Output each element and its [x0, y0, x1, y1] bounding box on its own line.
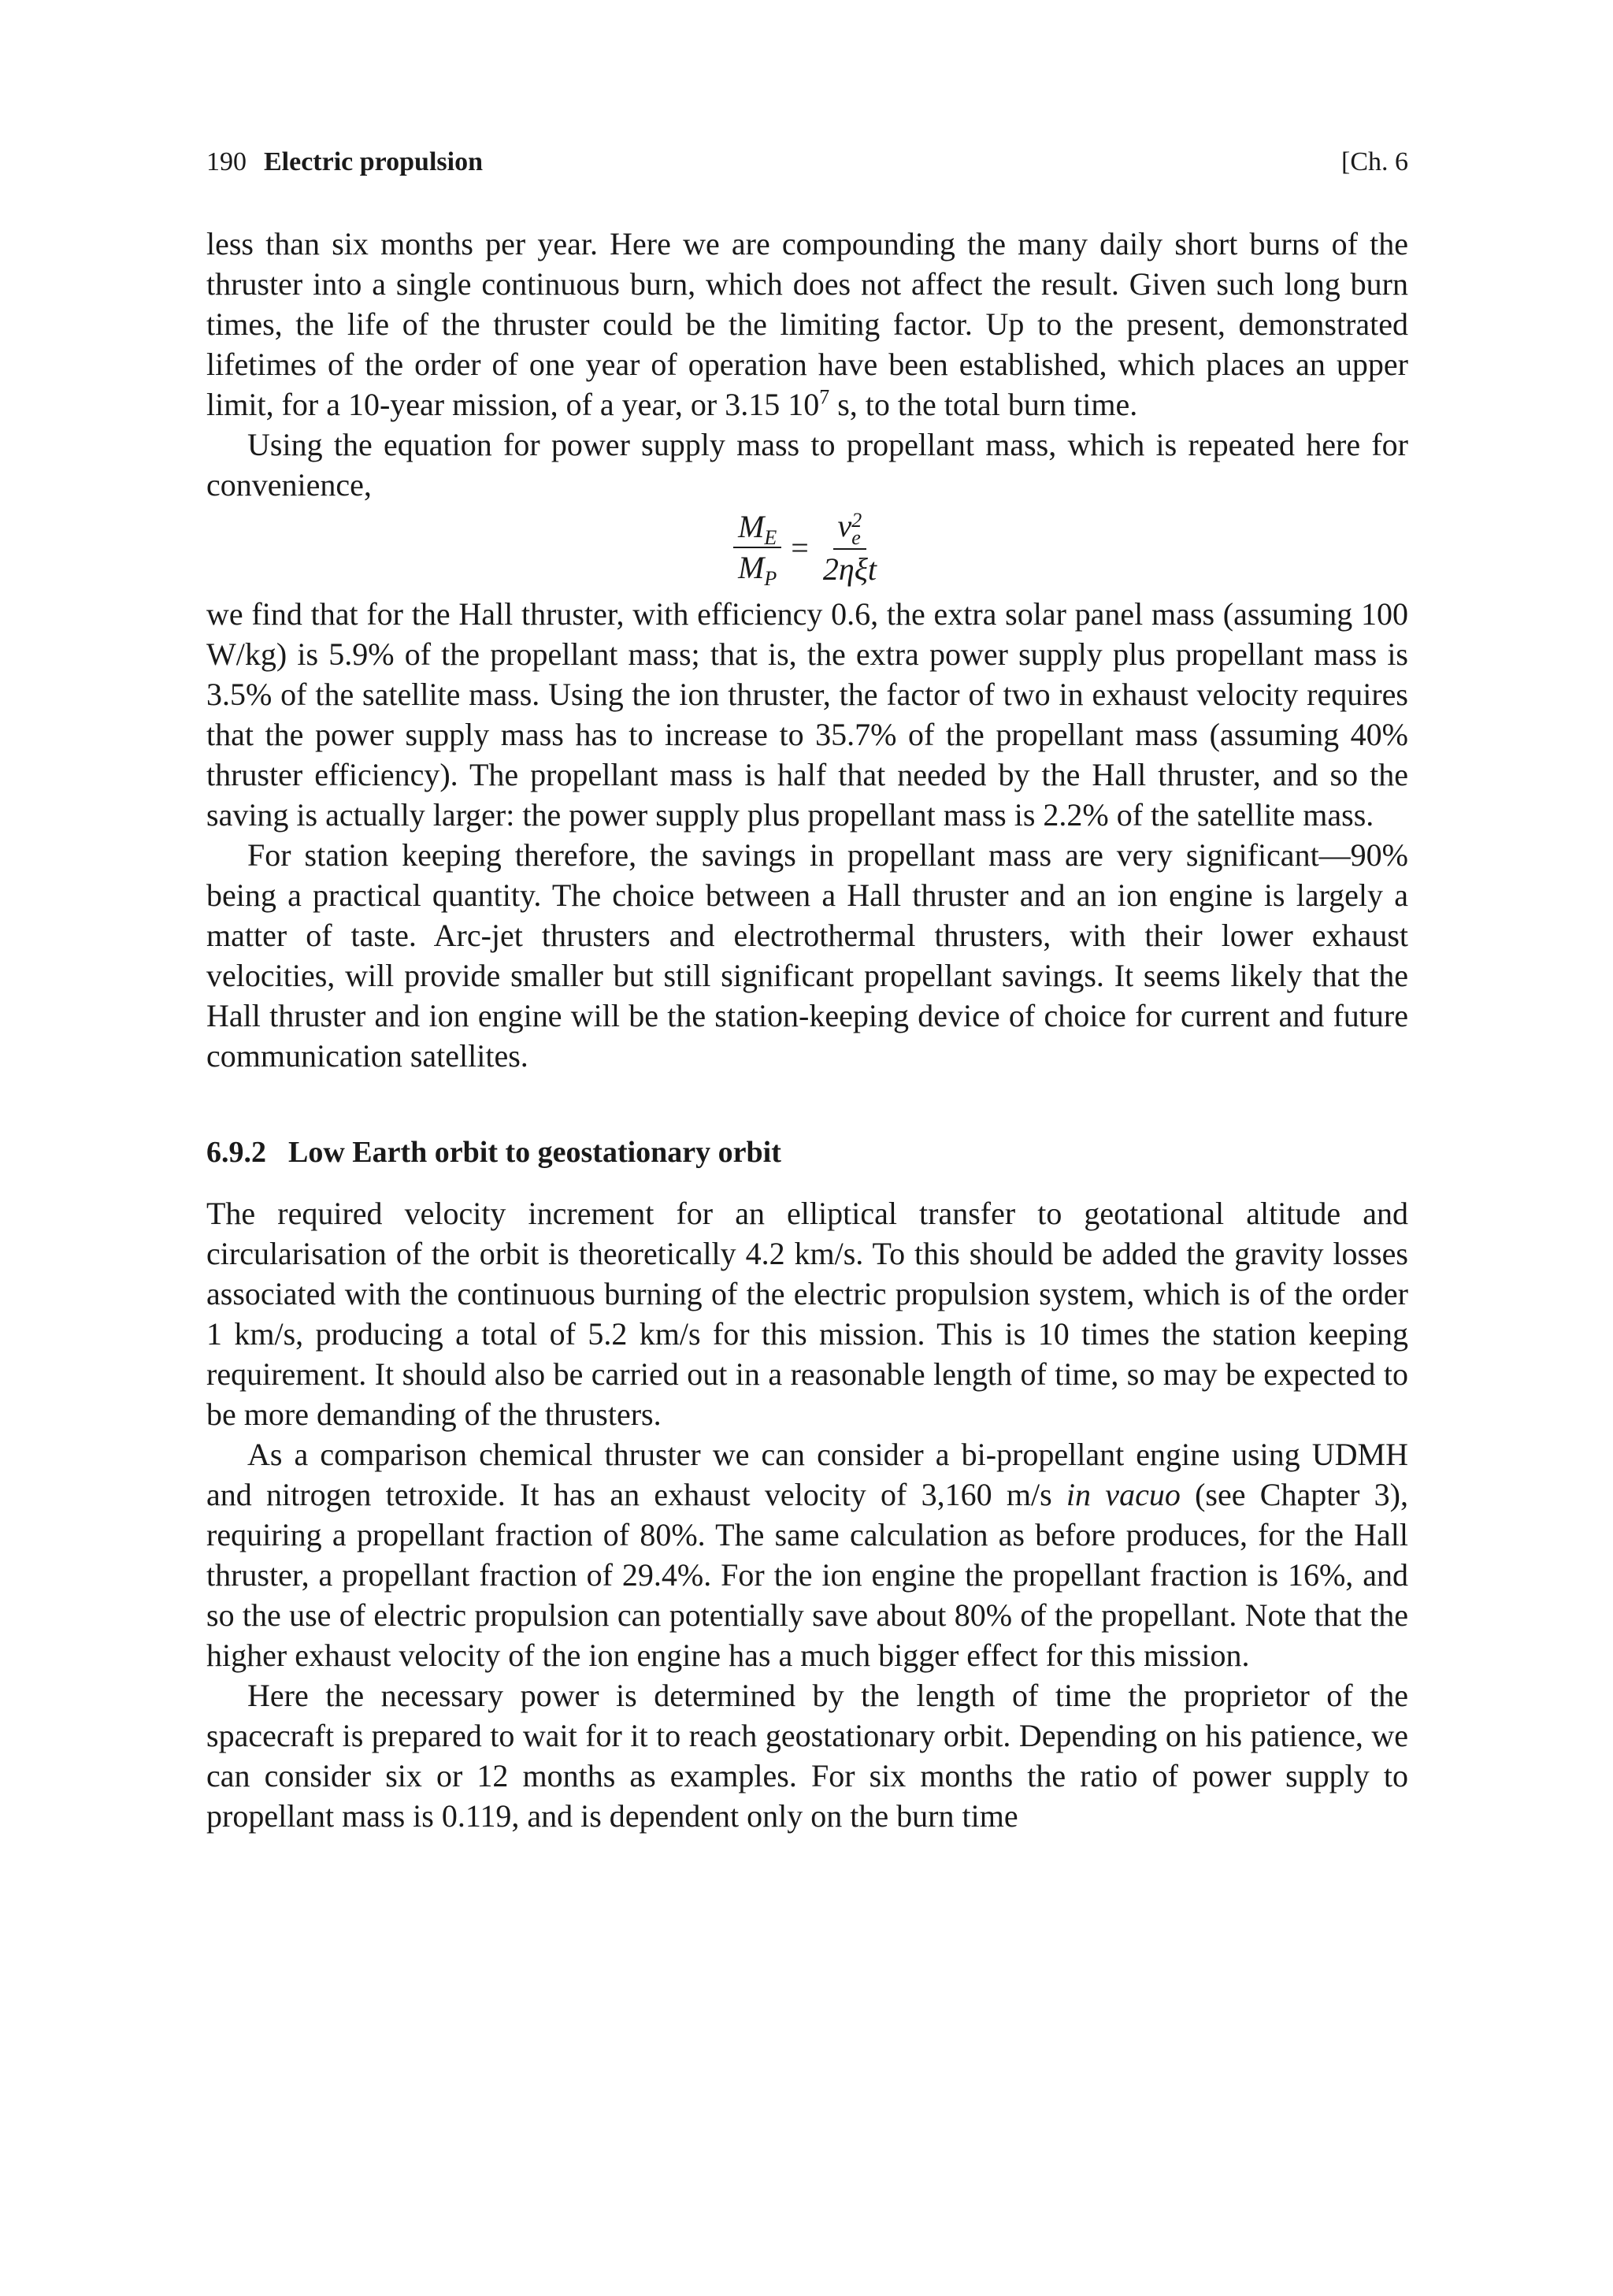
paragraph-4: For station keeping therefore, the savings in propellant mass are very significant—90% being a practical quantity. The choice between a Hall thruster and an ion engine is largely a matter of taste. Arc-jet thrusters and electrothermal thrusters, with their lower exhaust velocities, will provide smaller but still significant propellant savings. It seems likely that the Hall thruster and ion engine will be the station-keeping device of choice for current and future communication satellites. — [206, 836, 1408, 1074]
running-head-title: Electric propulsion — [264, 147, 483, 176]
rhs-fraction — [818, 508, 881, 588]
section-title: Low Earth orbit to geostationary orbit — [288, 1135, 781, 1169]
in-vacuo-italic: in vacuo — [1066, 1476, 1181, 1512]
paragraph-5: The required velocity increment for an elliptical transfer to geotational altitude and circularisation of the orbit is theoretically 4.2 km/s. To this should be added the gravity losses associated with the continuous burning of the electric propulsion system, which is of the order 1 km/s, producing a total of 5.2 km/s for this mission. This is 10 times the station keeping requirement. It should also be carried out in a reasonable length of time, so may be expected to be more demanding of the thrusters. — [206, 1195, 1408, 1432]
equals-sign: = — [791, 529, 809, 566]
paragraph-3: we find that for the Hall thruster, with efficiency 0.6, the extra solar panel mass (assuming 100 W/kg) is 5.9% of the propellant mass; that is, the extra power supply plus propellant mass is 3.5% of the satellite mass. Using the ion thruster, the factor of two in exhaust velocity requires that the power supply mass has to increase to 35.7% of the propellant mass (assuming 40% thruster efficiency). The propellant mass is half that needed by the Hall thruster, and so the saving is actually larger: the power supply plus propellant mass is 2.2% of the satellite mass. — [206, 595, 1408, 833]
rhs-denominator: 2ηξt — [822, 551, 877, 587]
page — [206, 142, 1408, 1836]
paragraph-1-tail: s, to the total burn time. — [829, 387, 1138, 422]
power-of-ten: $10^7$ — [788, 385, 830, 422]
chapter-label: [Ch. 6 — [1341, 147, 1408, 176]
paragraph-1 — [206, 224, 1408, 425]
lhs-denominator: $M_P$ — [738, 550, 777, 591]
page-number: 190 — [206, 147, 247, 176]
lhs-numerator: $M_E$ — [733, 509, 781, 548]
lhs-fraction — [733, 509, 781, 591]
section-number: 6.9.2 — [206, 1135, 266, 1169]
rhs-numerator: v 2 e — [833, 508, 867, 550]
paragraph-6: As a comparison chemical thruster we can consider a bi-propellant engine using UDMH and nitrogen tetroxide. It has an exhaust velocity of 3,160 m/s in vacuo (see Chapter 3), requiring a propellant fraction of 80%. The same calculation as before produces, for the Hall thruster, a propellant fraction of 29.4%. For the ion engine the propellant fraction is 16%, and so the use of electric propulsion can potentially save about 80% of the propellant. Note that the higher exhaust velocity of the ion engine has a much bigger effect for this mission. — [206, 1436, 1408, 1673]
mass-ratio-equation — [206, 508, 1408, 591]
paragraph-1-text: less than six months per year. Here we are compounding the many daily short burns of the thruster into a single continuous burn, which does not affect the result. Given such long burn times, the life of the thruster could be the limiting factor. Up to the present, demonstrated lifetimes of the order of one year of operation have been established, which places an upper limit, for a 10-year mission, of a year, or 3.15 — [206, 226, 1408, 422]
paragraph-2: Using the equation for power supply mass to propellant mass, which is repeated here for convenience, — [206, 427, 1408, 503]
body-text — [206, 224, 1408, 1836]
section-heading — [206, 1133, 1408, 1173]
paragraph-7: Here the necessary power is determined by the length of time the proprietor of the spacecraft is prepared to wait for it to reach geostationary orbit. Depending on his patience, we can consider six or 12 months as examples. For six months the ratio of power supply to propellant mass is 0.119, and is dependent only on the burn time — [206, 1677, 1408, 1834]
running-head — [206, 142, 1408, 183]
